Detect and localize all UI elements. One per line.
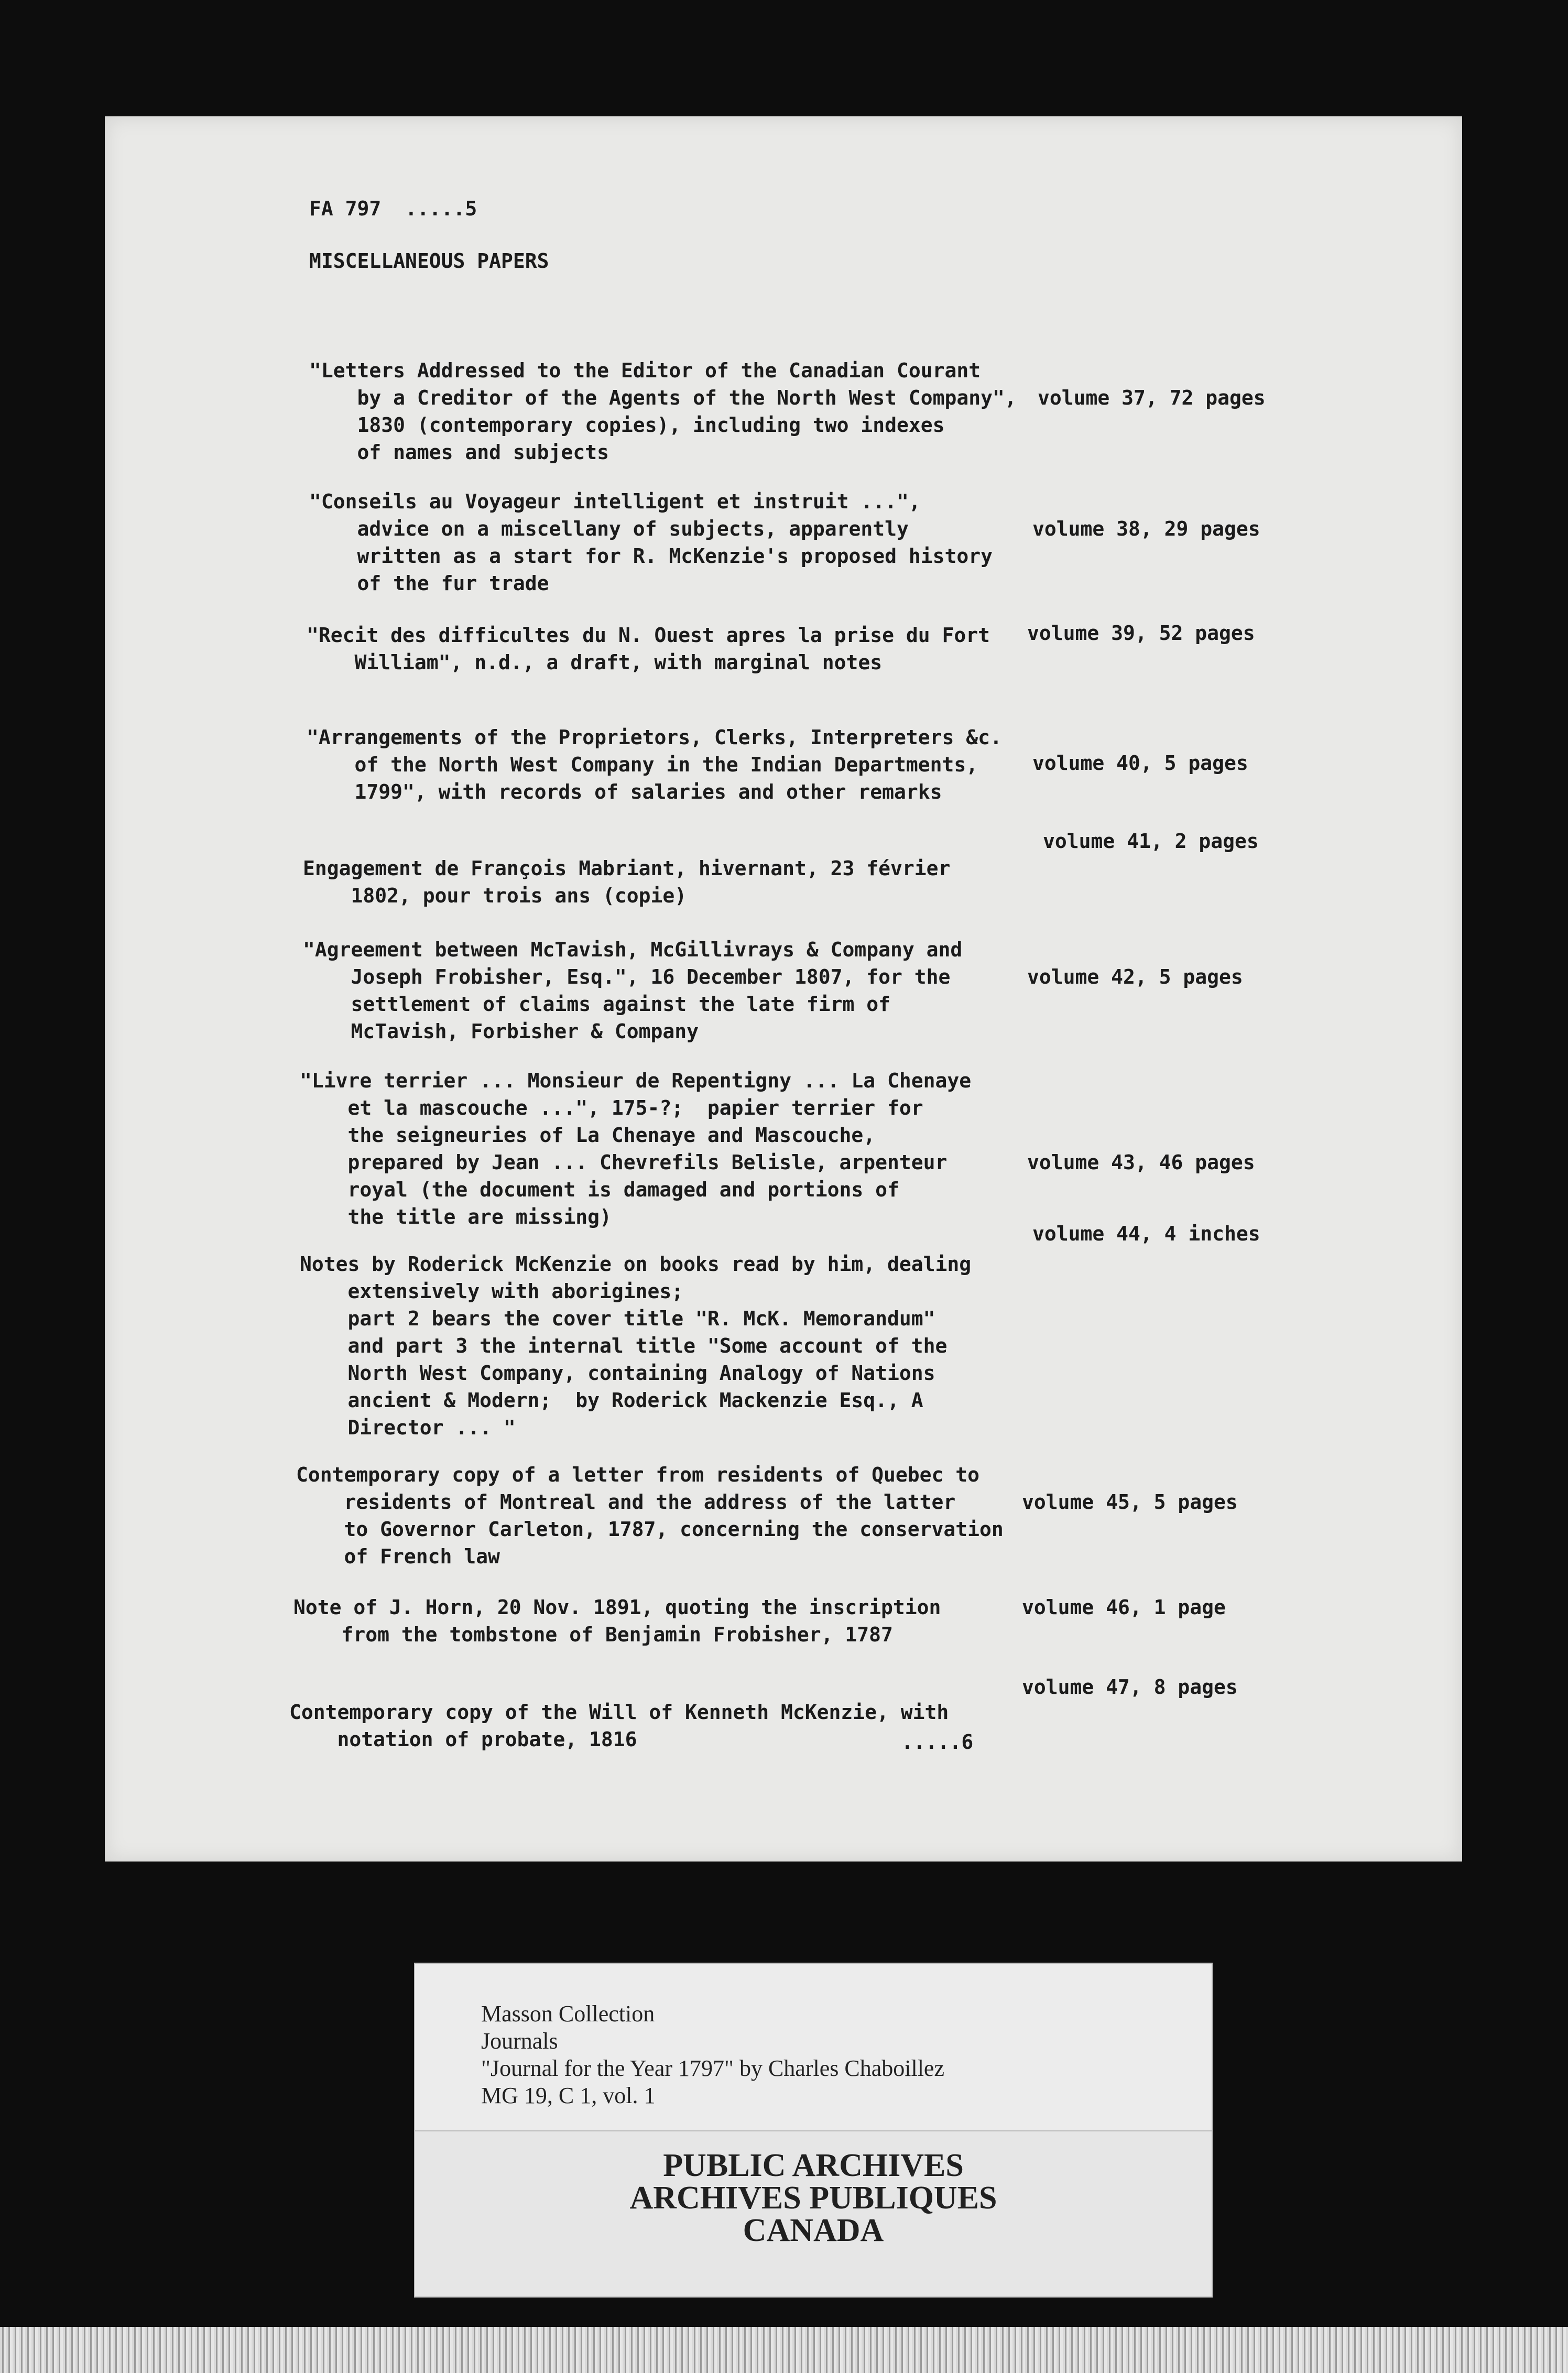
entry-description: "Recit des difficultes du N. Ouest apres la prise du Fort William", n.d., a draft, with marginal notes — [307, 624, 990, 674]
file-reference: FA 797 .....5 — [309, 197, 477, 220]
entry-volume: volume 39, 52 pages — [1027, 622, 1255, 645]
entry-description: "Letters Addressed to the Editor of the Canadian Courant by a Creditor of the Agents of the North West Company", 1830 (contemporary copies), including two indexes of names and subjects — [309, 359, 1017, 464]
entry-description: "Agreement between McTavish, McGillivrays & Company and Joseph Frobisher, Esq.", 16 December 1807, for the settlement of claims against the late firm of McTavish, Forbisher & Company — [303, 938, 963, 1043]
entry-description: "Livre terrier ... Monsieur de Repentigny ... La Chenaye et la mascouche ...", 175-?; papier terrier for the seigneuries of La Chenaye and Mascouche, prepared by Jean ... Chevrefils Belisle, arpenteur royal (the document is damaged and portions of the title are missing) — [300, 1069, 972, 1228]
entry-description: Contemporary copy of a letter from residents of Quebec to residents of Montreal and the address of the latter to Governor Carleton, 1787, concerning the conservation of French law — [296, 1463, 1004, 1568]
entry-volume: volume 47, 8 pages — [1022, 1675, 1238, 1699]
collection-label — [414, 1963, 1213, 2138]
document-page — [105, 116, 1462, 1862]
entry-volume: volume 41, 2 pages — [1043, 830, 1259, 853]
stamp-line: CANADA — [743, 2213, 884, 2248]
continuation-marker: .....6 — [901, 1730, 974, 1754]
entry-volume: volume 40, 5 pages — [1032, 752, 1248, 775]
entry-description: Contemporary copy of the Will of Kenneth McKenzie, with notation of probate, 1816 — [289, 1701, 949, 1751]
entry-volume: volume 38, 29 pages — [1032, 517, 1260, 540]
label-line: MG 19, C 1, vol. 1 — [481, 2083, 656, 2108]
entry-description: "Arrangements of the Proprietors, Clerks, Interpreters &c. of the North West Company in the Indian Departments, 1799", with records of salaries and other remarks — [307, 726, 1002, 803]
entry-volume: volume 42, 5 pages — [1027, 965, 1243, 988]
entry-volume: volume 45, 5 pages — [1022, 1490, 1238, 1514]
stamp-line: PUBLIC ARCHIVES — [663, 2148, 964, 2183]
label-line: Journals — [481, 2028, 558, 2054]
section-title: MISCELLANEOUS PAPERS — [309, 249, 549, 273]
entry-volume: volume 37, 72 pages — [1038, 386, 1266, 409]
entry-volume: volume 46, 1 page — [1022, 1596, 1226, 1619]
stamp-line: ARCHIVES PUBLIQUES — [629, 2180, 997, 2216]
entry-description: "Conseils au Voyageur intelligent et instruit ...", advice on a miscellany of subjects, apparently written as a start for R. McKenzie's proposed history of the fur trade — [309, 490, 993, 595]
entry-description: Engagement de François Mabriant, hivernant, 23 février 1802, pour trois ans (copie) — [303, 857, 951, 907]
label-line: "Journal for the Year 1797" by Charles Chaboillez — [481, 2055, 944, 2081]
archives-stamp — [414, 2130, 1213, 2298]
entry-description: Note of J. Horn, 20 Nov. 1891, quoting the inscription from the tombstone of Benjamin Frobisher, 1787 — [293, 1596, 941, 1646]
entry-description: Notes by Roderick McKenzie on books read by him, dealing extensively with aborigines; part 2 bears the cover title "R. McK. Memorandum" and part 3 the internal title "Some account of the North West Company, containing Analogy of Nations ancient & Modern; by Roderick Mackenzie Esq., A Director ... " — [300, 1253, 972, 1439]
entry-volume: volume 44, 4 inches — [1032, 1222, 1260, 1245]
film-edge — [0, 2327, 1568, 2373]
entry-volume: volume 43, 46 pages — [1027, 1151, 1255, 1174]
label-line: Masson Collection — [481, 2001, 655, 2027]
